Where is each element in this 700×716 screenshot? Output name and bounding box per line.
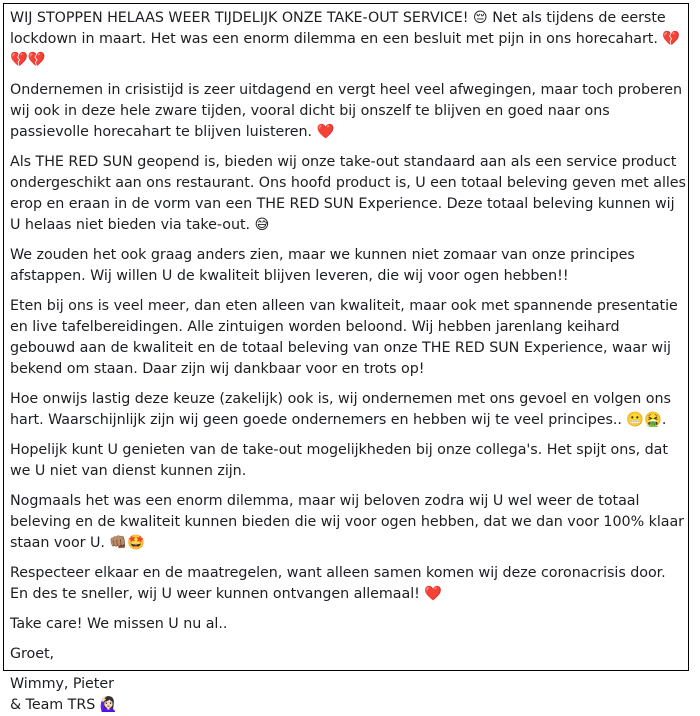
paragraph-10: Take care! We missen U nu al.. (10, 616, 228, 632)
paragraph-6: Hoe onwijs lastig deze keuze (zakelijk) ook is, wij ondernemen met ons gevoel en volgen ons hart. Waarschijnlijk zijn wij geen goede ondernemers en hebben wij te veel principes.. 😬🤮. (10, 391, 671, 428)
paragraph-11: Groet, (10, 646, 55, 662)
paragraph-3: Als THE RED SUN geopend is, bieden wij onze take-out standaard aan als een service product ondergeschikt aan ons restaurant. Ons hoofd product is, U een totaal beleving geven met alles erop en eraan in de vorm van een THE RED SUN Experience. Deze totaal beleving kunnen wij U helaas niet bieden via take-out. 😅 (10, 154, 686, 233)
paragraph-1: WIJ STOPPEN HELAAS WEER TIJDELIJK ONZE TAKE-OUT SERVICE! 😔 Net als tijdens de eerste lockdown in maart. Het was een enorm dilemma en een besluit met pijn in ons horecahart. 💔💔💔 (10, 10, 681, 68)
post-frame (3, 3, 689, 713)
paragraph-4: We zouden het ook graag anders zien, maar we kunnen niet zomaar van onze principes afstappen. Wij willen U de kwaliteit blijven leveren, die wij voor ogen hebben!! (10, 247, 635, 284)
paragraph-7: Hopelijk kunt U genieten van de take-out mogelijkheden bij onze collega's. Het spijt ons, dat we U niet van dienst kunnen zijn. (10, 442, 668, 479)
paragraph-8: Nogmaals het was een enorm dilemma, maar wij beloven zodra wij U wel weer de totaal beleving en de kwaliteit kunnen bieden die wij voor ogen hebben, dat we dan voor 100% klaar staan voor U. 👊🏽🤩 (10, 493, 685, 551)
signature-line-2: & Team TRS 🙋🏻‍♀️ (10, 697, 118, 713)
paragraph-2: Ondernemen in crisistijd is zeer uitdagend en vergt heel veel afwegingen, maar toch proberen wij ook in deze hele zware tijden, vooral dicht bij onszelf te blijven en goed naar ons passievolle horecahart te blijven luisteren. ❤️ (10, 82, 683, 140)
signature-line-1: Wimmy, Pieter (10, 676, 114, 692)
paragraph-5: Eten bij ons is veel meer, dan eten alleen van kwaliteit, maar ook met spannende presentatie en live tafelbereidingen. Alle zintuigen worden beloond. Wij hebben jarenlang keihard gebouwd aan de kwaliteit en de totaal beleving van onze THE RED SUN Experience, waar wij bekend om staan. Daar zijn wij dankbaar voor en trots op! (10, 298, 678, 377)
paragraph-9: Respecteer elkaar en de maatregelen, want alleen samen komen wij deze coronacrisis door. En des te sneller, wij U weer kunnen ontvangen allemaal! ❤️ (10, 565, 666, 602)
signature (10, 674, 688, 716)
post-text (10, 8, 688, 716)
